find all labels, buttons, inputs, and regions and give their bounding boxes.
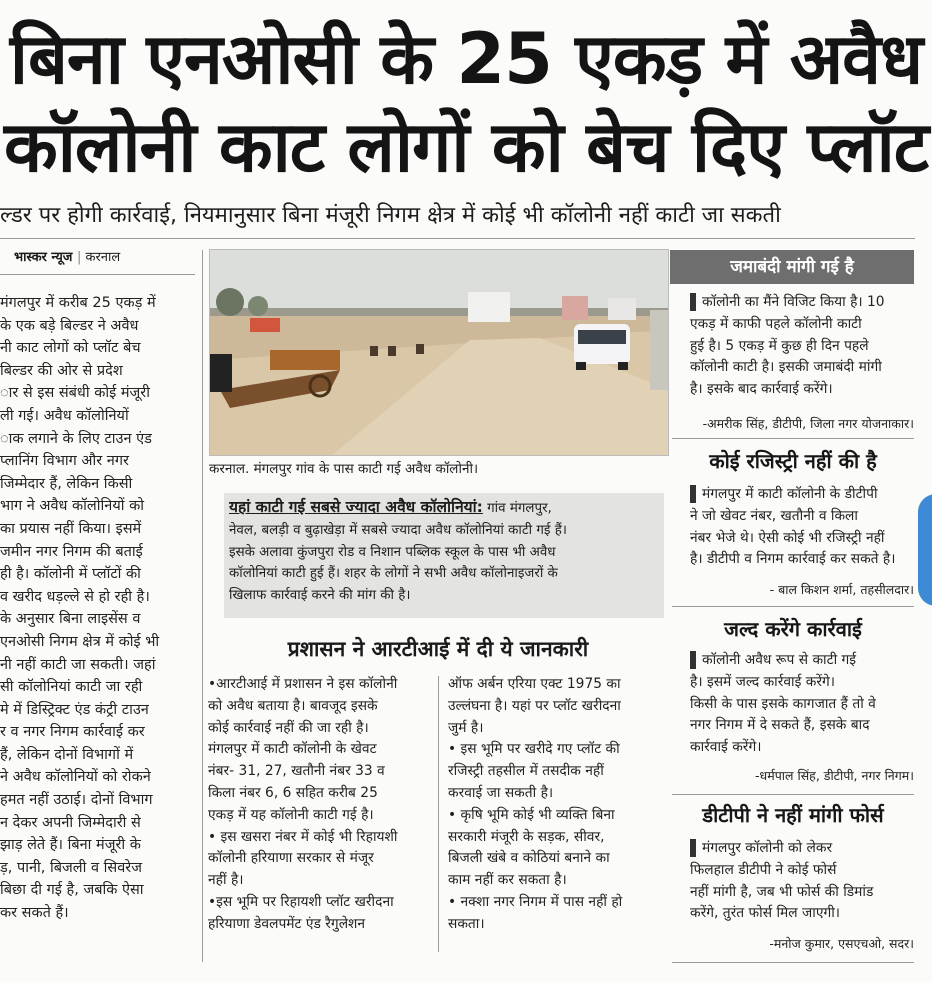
sidebar-quote-3 xyxy=(690,650,914,759)
story-line: जमीन नगर निगम की बताई xyxy=(0,543,143,560)
rti-line: रजिस्ट्री तहसील में तसदीक नहीं xyxy=(448,763,604,780)
quote-line: नंबर भेजे थे। ऐसी कोई भी रजिस्ट्री नहीं xyxy=(690,529,885,546)
quote-line xyxy=(690,650,914,672)
rti-line: • इस खसरा नंबर में कोई भी रिहायशी xyxy=(208,828,398,845)
sidebar-divider-1 xyxy=(672,438,914,439)
story-line: हमत नहीं उठाई। दोनों विभाग xyxy=(0,792,153,809)
rti-line: को अवैध बताया है। बावजूद इसके xyxy=(208,697,378,714)
dateline-source: भास्कर न्यूज xyxy=(14,250,73,265)
rti-line: • कृषि भूमि कोई भी व्यक्ति बिना xyxy=(448,806,615,823)
headline-line-2: कॉलोनी काट लोगों को बेच दिए प्लॉट xyxy=(4,106,928,188)
sidebar-heading-4: डीटीपी ने नहीं मांगी फोर्स xyxy=(702,803,884,827)
rti-line: •इस भूमि पर रिहायशी प्लॉट खरीदना xyxy=(208,893,394,910)
top-divider xyxy=(0,238,915,239)
quote-line-text: कॉलोनी अवैध रूप से काटी गई xyxy=(702,652,857,668)
story-line: का प्रयास नहीं किया। इसमें xyxy=(0,520,142,537)
quote-line: ने जो खेवट नंबर, खतौनी व किला xyxy=(690,507,858,524)
rti-line: करवाई जा सकती है। xyxy=(448,784,554,801)
story-line: के अनुसार बिना लाइसेंस व xyxy=(0,611,141,628)
rti-line: • इस भूमि पर खरीदे गए प्लॉट की xyxy=(448,741,620,758)
story-line: ार से इस संबंधी कोई मंजूरी xyxy=(0,385,150,402)
bottom-divider xyxy=(672,962,914,963)
dateline-city: करनाल xyxy=(85,250,121,265)
sidebar-signature-2: - बाल किशन शर्मा, तहसीलदार। xyxy=(769,582,914,597)
highlight-line: इसके अलावा कुंजपुरा रोड व निशान पब्लिक स्कूल के पास भी अवैध xyxy=(229,544,556,560)
rti-line: जुर्म है। xyxy=(448,719,484,736)
quote-line xyxy=(690,484,914,506)
rti-line: कॉलोनी हरियाणा सरकार से मंजूर xyxy=(208,850,374,867)
rti-column-1 xyxy=(208,674,432,936)
story-line: प्लानिंग विभाग और नगर xyxy=(0,453,129,470)
highlight-line-text: गांव मंगलपुर, xyxy=(482,501,552,516)
quote-line: है। इसमें जल्द कार्रवाई करेंगे। xyxy=(690,673,836,690)
story-line: सी कॉलोनियां काटी जा रही xyxy=(0,679,143,696)
highlight-line: नेवल, बलड़ी व बुढ़ाखेड़ा में सबसे ज्यादा अवैध कॉलोनियां काटी गई हैं। xyxy=(229,522,567,538)
story-line: ली गई। अवैध कॉलोनियों xyxy=(0,407,129,424)
quote-marker-icon xyxy=(690,293,696,311)
sidebar-heading-2: कोई रजिस्ट्री नहीं की है xyxy=(709,449,877,473)
quote-line: एकड़ में काफी पहले कॉलोनी काटी xyxy=(690,315,862,332)
story-line: ड़, पानी, बिजली व सिवरेज xyxy=(0,859,142,876)
quote-line: है। डीटीपी व निगम कार्रवाई कर सकते है। xyxy=(690,551,896,568)
rti-line: •आरटीआई में प्रशासन ने इस कॉलोनी xyxy=(208,676,398,692)
side-scroll-tab[interactable] xyxy=(918,494,932,606)
story-line: झाड़ लेते हैं। बिना मंजूरी के xyxy=(0,837,141,854)
rti-line: नंबर- 31, 27, खतौनी नंबर 33 व xyxy=(208,763,385,780)
rti-line: • नक्शा नगर निगम में पास नहीं हो xyxy=(448,893,623,910)
headline-line-1: बिना एनओसी के 25 एकड़ में अवैध xyxy=(9,18,923,100)
quote-line: करेंगे, तुरंत फोर्स मिल जाएगी। xyxy=(690,905,841,922)
story-line: ही है। कॉलोनी में प्लॉटों की xyxy=(0,566,141,583)
sidebar-signature-3: -धर्मपाल सिंह, डीटीपी, नगर निगम। xyxy=(755,768,914,783)
quote-line: हुई है। 5 एकड़ में कुछ ही दिन पहले xyxy=(690,337,869,354)
story-line: जिम्मेदार हैं, लेकिन किसी xyxy=(0,475,133,492)
column-divider xyxy=(202,250,203,962)
quote-line: कॉलोनी काटी है। इसकी जमाबंदी मांगी xyxy=(690,359,882,376)
sidebar-quote-1 xyxy=(690,292,914,401)
rti-line: ऑफ अर्बन एरिया एक्ट 1975 का xyxy=(448,676,621,692)
rti-line: उल्लंघना है। यहां पर प्लॉट खरीदना xyxy=(448,697,621,714)
story-line: बिल्डर की ओर से प्रदेश xyxy=(0,362,123,379)
story-line: एनओसी निगम क्षेत्र में कोई भी xyxy=(0,633,160,650)
quote-line: किसी के पास इसके कागजात हैं तो वे xyxy=(690,695,876,712)
quote-line xyxy=(690,838,914,860)
quote-marker-icon xyxy=(690,839,696,857)
story-line: नी नहीं काटी जा सकती। जहां xyxy=(0,656,156,673)
subheadline: ल्डर पर होगी कार्रवाई, नियमानुसार बिना मंजूरी निगम क्षेत्र में कोई भी कॉलोनी नहीं काटी जा सकती xyxy=(0,203,781,228)
sidebar-signature-4: -मनोज कुमार, एसएचओ, सदर। xyxy=(769,936,914,951)
story-line: के एक बड़े बिल्डर ने अवैध xyxy=(0,317,139,334)
rti-column-2 xyxy=(448,674,670,936)
dateline-divider xyxy=(0,274,195,275)
highlight-line: कॉलोनियां काटी हुई हैं। शहर के लोगों ने सभी अवैध कॉलोनाइजरों के xyxy=(229,566,558,582)
story-line: बिछा दी गई है, जबकि ऐसा xyxy=(0,882,144,899)
highlight-line: खिलाफ कार्रवाई करने की मांग की है। xyxy=(229,588,411,604)
rti-line: मंगलपुर में काटी कॉलोनी के खेवट xyxy=(208,741,377,758)
quote-line: नहीं मांगी है, जब भी फोर्स की डिमांड xyxy=(690,883,874,900)
sidebar-box-title: जमाबंदी मांगी गई है xyxy=(670,250,914,284)
rti-line: कोई कार्रवाई नहीं की जा रही है। xyxy=(208,719,369,736)
rti-line: हरियाणा डेवलपमेंट एंड रैगुलेशन xyxy=(208,915,366,932)
story-line: मंगलपुर में करीब 25 एकड़ में xyxy=(0,295,156,311)
sidebar-quote-4 xyxy=(690,838,914,925)
sidebar-quote-2 xyxy=(690,484,914,571)
story-line: ाक लगाने के लिए टाउन एंड xyxy=(0,430,152,447)
quote-line-text: मंगलपुर में काटी कॉलोनी के डीटीपी xyxy=(702,486,878,502)
story-line: मे में डिस्ट्रिक्ट एंड कंट्री टाउन xyxy=(0,701,149,718)
rti-heading: प्रशासन ने आरटीआई में दी ये जानकारी xyxy=(287,637,589,661)
quote-line xyxy=(690,292,914,314)
colony-photo xyxy=(209,249,669,456)
quote-line: नगर निगम में दे सकते हैं, इसके बाद xyxy=(690,717,870,734)
rti-line: बिजली खंबे व कोठियां बनाने का xyxy=(448,850,610,867)
quote-line: फिलहाल डीटीपी ने कोई फोर्स xyxy=(690,861,837,878)
photo-caption: करनाल. मंगलपुर गांव के पास काटी गई अवैध कॉलोनी। xyxy=(209,461,479,477)
sidebar-divider-3 xyxy=(672,794,914,795)
rti-line: किला नंबर 6, 6 सहित करीब 25 xyxy=(208,784,378,801)
quote-line-text: मंगलपुर कॉलोनी को लेकर xyxy=(702,840,833,856)
story-line: नी काट लोगों को प्लॉट बेच xyxy=(0,340,141,357)
story-line: कर सकते हैं। xyxy=(0,905,69,922)
story-line: भाग ने अवैध कॉलोनियों को xyxy=(0,498,144,515)
story-line: हैं, लेकिन दोनों विभागों में xyxy=(0,746,134,763)
sidebar-signature-1: -अमरीक सिंह, डीटीपी, जिला नगर योजनाकार। xyxy=(702,416,914,431)
sidebar-divider-2 xyxy=(672,606,914,607)
story-line: व खरीद धड़ल्ले से हो रही है। xyxy=(0,588,150,605)
main-story xyxy=(0,292,196,925)
rti-line: सरकारी मंजूरी के सड़क, सीवर, xyxy=(448,828,605,845)
quote-line: है। इसके बाद कार्रवाई करेंगे। xyxy=(690,381,833,398)
highlight-box-text xyxy=(229,497,661,607)
story-line: न देकर अपनी जिम्मेदारी से xyxy=(0,814,141,831)
quote-line: कार्रवाई करेंगे। xyxy=(690,739,762,756)
highlight-title: यहां काटी गई सबसे ज्यादा अवैध कॉलोनियां: xyxy=(229,498,483,516)
dateline: भास्कर न्यूज | करनाल xyxy=(14,250,121,265)
highlight-line xyxy=(229,497,661,520)
story-line: ने अवैध कॉलोनियों को रोकने xyxy=(0,769,151,786)
rti-line: एकड़ में यह कॉलोनी काटी गई है। xyxy=(208,806,374,823)
sidebar-heading-3: जल्द करेंगे कार्रवाई xyxy=(724,617,862,641)
quote-marker-icon xyxy=(690,485,696,503)
rti-column-divider xyxy=(438,676,439,952)
rti-line: सकता। xyxy=(448,915,485,932)
rti-line: काम नहीं कर सकता है। xyxy=(448,872,567,889)
quote-line-text: कॉलोनी का मैंने विजिट किया है। 10 xyxy=(702,294,885,310)
quote-marker-icon xyxy=(690,651,696,669)
colony-photo-image xyxy=(210,250,669,456)
story-line: र व नगर निगम कार्रवाई कर xyxy=(0,724,145,741)
rti-line: नहीं है। xyxy=(208,872,244,889)
